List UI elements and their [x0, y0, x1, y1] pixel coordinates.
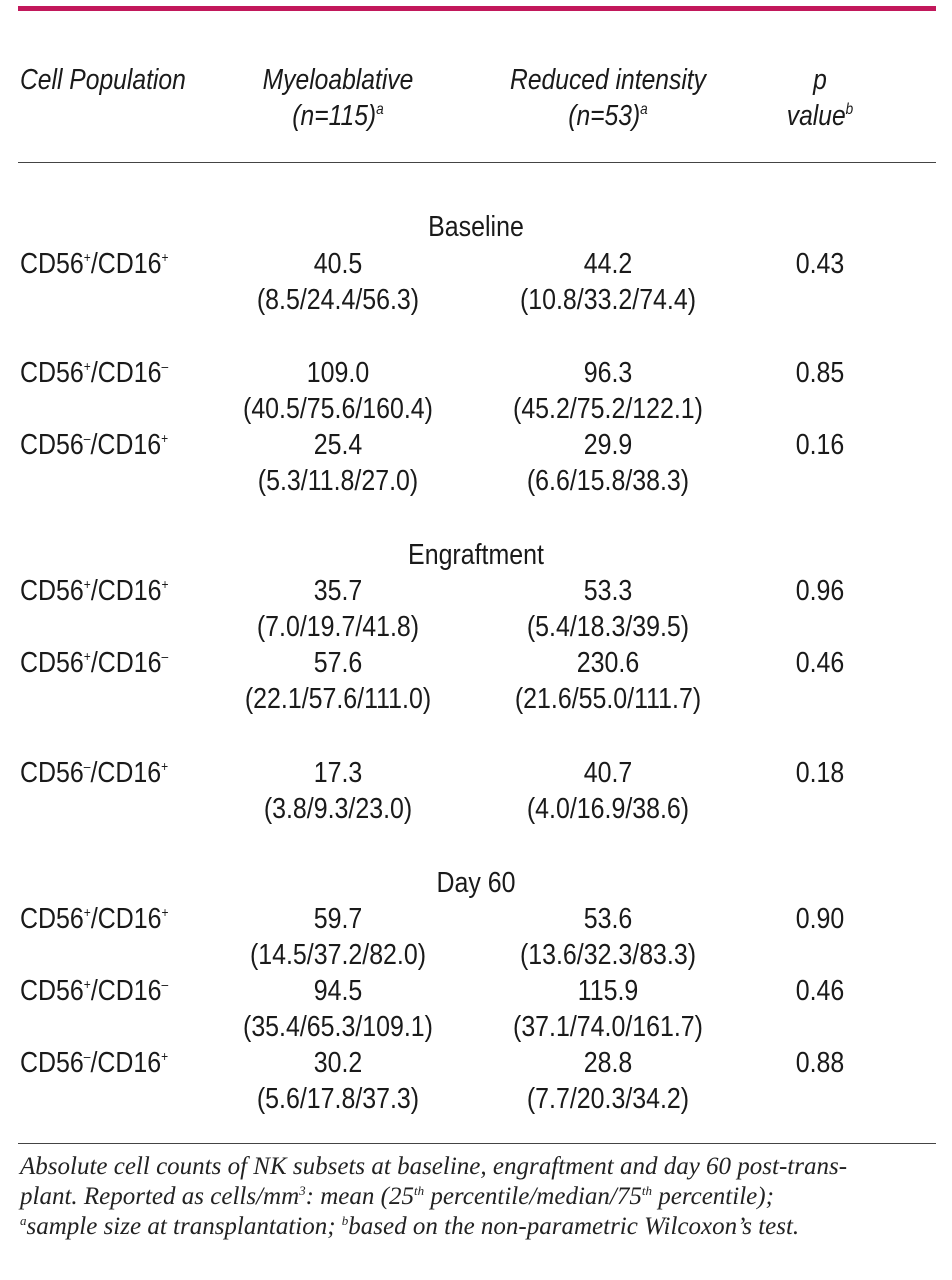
p-value: 0.90: [795, 903, 845, 935]
p-value: 0.46: [795, 975, 845, 1007]
table-footnote: Absolute cell counts of NK subsets at baseline, engraftment and day 60 post-trans- plant. Reported as cells/$mm^3$: mean (25th percentile/median/75th percentile); $^a$sample size at transplantation; $^b$based on the non-parametric Wilcoxon’s test.: [20, 1153, 848, 1240]
p-value: 0.18: [795, 757, 845, 789]
myelo-mean: 59.7: [313, 903, 363, 935]
reduced-mean: 230.6: [576, 647, 640, 679]
reduced-mean: 28.8: [583, 1047, 633, 1079]
reduced-range: (4.0/16.9/38.6): [526, 793, 690, 825]
p-value: 0.43: [795, 248, 845, 280]
header-reduced-intensity: Reduced intensity (n=53)$^a$: [510, 64, 706, 132]
reduced-mean: 40.7: [583, 757, 633, 789]
row-label: CD56–/CD16+: [20, 757, 169, 789]
row-label: CD56+/CD16+: [20, 903, 169, 935]
row-label: CD56+/CD16–: [20, 647, 169, 679]
accent-top-rule: [18, 6, 936, 11]
row-label: CD56+/CD16+: [20, 248, 169, 280]
reduced-mean: 53.6: [583, 903, 633, 935]
myelo-range: (8.5/24.4/56.3): [256, 284, 420, 316]
myelo-mean: 25.4: [313, 429, 363, 461]
row-label: CD56–/CD16+: [20, 429, 169, 461]
row-label: CD56–/CD16+: [20, 1047, 169, 1079]
myelo-mean: 40.5: [313, 248, 363, 280]
p-value: 0.96: [795, 575, 845, 607]
reduced-mean: 44.2: [583, 248, 633, 280]
p-value: 0.16: [795, 429, 845, 461]
myelo-range: (5.3/11.8/27.0): [257, 465, 419, 497]
section-title: Engraftment: [408, 539, 544, 571]
myelo-range: (14.5/37.2/82.0): [249, 939, 427, 971]
reduced-mean: 29.9: [583, 429, 633, 461]
p-value: 0.85: [795, 357, 845, 389]
row-label: CD56+/CD16+: [20, 575, 169, 607]
reduced-range: (7.7/20.3/34.2): [526, 1083, 690, 1115]
myelo-range: (3.8/9.3/23.0): [263, 793, 413, 825]
section-title: Day 60: [436, 867, 516, 899]
reduced-mean: 115.9: [577, 975, 639, 1007]
myelo-range: (5.6/17.8/37.3): [256, 1083, 420, 1115]
header-myeloablative: Myeloablative (n=115)$^a$: [262, 64, 414, 132]
myelo-range: (7.0/19.7/41.8): [256, 611, 420, 643]
myelo-mean: 109.0: [306, 357, 370, 389]
reduced-mean: 53.3: [583, 575, 633, 607]
p-value: 0.88: [795, 1047, 845, 1079]
myelo-mean: 35.7: [313, 575, 363, 607]
header-cell-population: Cell Population: [20, 64, 186, 96]
row-label: CD56+/CD16–: [20, 975, 169, 1007]
reduced-range: (45.2/75.2/122.1): [513, 393, 703, 425]
reduced-range: (21.6/55.0/111.7): [514, 683, 702, 715]
reduced-range: (6.6/15.8/38.3): [526, 465, 690, 497]
myelo-mean: 17.3: [313, 757, 363, 789]
reduced-range: (13.6/32.3/83.3): [519, 939, 697, 971]
reduced-mean: 96.3: [583, 357, 633, 389]
myelo-mean: 57.6: [313, 647, 363, 679]
footer-divider: [18, 1143, 936, 1144]
reduced-range: (37.1/74.0/161.7): [513, 1011, 703, 1043]
row-label: CD56+/CD16–: [20, 357, 169, 389]
reduced-range: (10.8/33.2/74.4): [519, 284, 697, 316]
myelo-range: (22.1/57.6/111.0): [244, 683, 432, 715]
myelo-range: (40.5/75.6/160.4): [243, 393, 433, 425]
myelo-mean: 94.5: [313, 975, 363, 1007]
myelo-range: (35.4/65.3/109.1): [243, 1011, 433, 1043]
header-p-value: p value$^b$: [786, 64, 854, 132]
reduced-range: (5.4/18.3/39.5): [526, 611, 690, 643]
section-title: Baseline: [428, 211, 524, 243]
myelo-mean: 30.2: [313, 1047, 363, 1079]
p-value: 0.46: [795, 647, 845, 679]
header-divider: [18, 162, 936, 163]
